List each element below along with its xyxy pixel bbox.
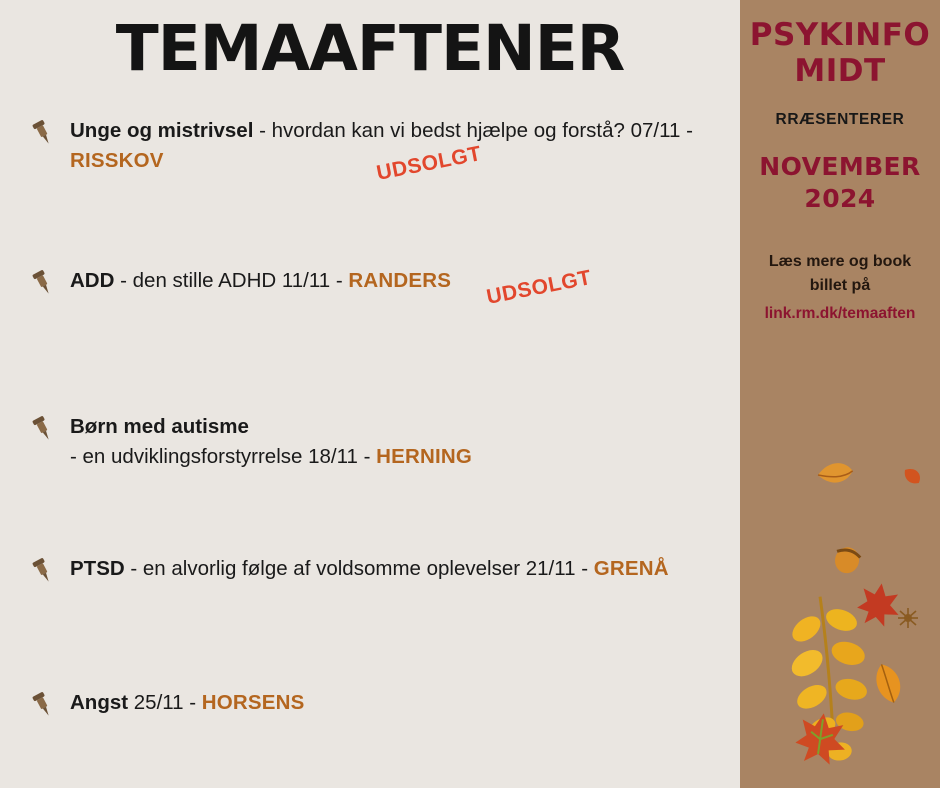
list-item <box>28 266 740 346</box>
autumn-leaves-decoration <box>740 440 940 788</box>
leaf-icon <box>901 466 923 486</box>
event-description: 25/11 - <box>128 691 202 715</box>
event-text <box>70 412 740 472</box>
list-item <box>28 688 740 768</box>
event-description: - den stille ADHD 11/11 - <box>114 269 349 293</box>
year-label: 2024 <box>804 183 876 213</box>
event-text <box>70 688 740 718</box>
leaf-icon <box>855 580 904 629</box>
event-text <box>70 266 740 296</box>
event-title: Børn med autisme <box>70 415 249 439</box>
event-title: Angst <box>70 691 129 715</box>
event-place: RISSKOV <box>70 149 164 173</box>
brand-logo <box>740 18 940 89</box>
event-place: RANDERS <box>348 269 452 293</box>
event-title: Unge og mistrivsel <box>70 119 254 143</box>
brand-line-2: MIDT <box>794 52 886 89</box>
event-place: GRENÅ <box>593 557 669 581</box>
page-title: TEMAAFTENER <box>115 12 625 85</box>
month-year <box>740 151 940 214</box>
booking-text: Læs mere og book billet på <box>768 252 912 294</box>
event-description: - en alvorlig følge af voldsomme oplevelser 21/11 - <box>124 557 594 581</box>
leaf-icon <box>898 608 918 628</box>
presents-label: RRÆSENTERER <box>775 111 905 129</box>
poster-sidebar <box>740 0 940 788</box>
pushpin-icon <box>28 414 58 444</box>
list-item <box>28 412 740 492</box>
month-label: NOVEMBER <box>759 152 921 182</box>
event-title: PTSD <box>70 557 125 581</box>
leaf-icon <box>778 591 882 766</box>
list-item <box>28 116 740 196</box>
event-description: - hvordan kan vi bedst hjælpe og forstå? 07/11 - <box>253 119 693 143</box>
events-list <box>0 116 740 768</box>
event-place: HERNING <box>376 445 473 469</box>
leaf-icon <box>872 661 904 705</box>
pushpin-icon <box>28 268 58 298</box>
pushpin-icon <box>28 690 58 720</box>
booking-info <box>740 250 940 325</box>
booking-link[interactable]: link.rm.dk/temaaften <box>764 304 916 322</box>
event-text <box>70 554 740 584</box>
list-item <box>28 554 740 634</box>
status-badge: UDSOLGT <box>484 266 594 310</box>
event-title: ADD <box>70 269 115 293</box>
leaf-icon <box>832 545 862 576</box>
event-description: - en udviklingsforstyrrelse 18/11 - <box>70 445 377 469</box>
brand-line-1: PSYKINFO <box>749 17 931 53</box>
leaf-icon <box>816 458 855 488</box>
status-badge: UDSOLGT <box>374 142 484 186</box>
pushpin-icon <box>28 556 58 586</box>
pushpin-icon <box>28 118 58 148</box>
event-place: HORSENS <box>201 691 305 715</box>
leaf-icon <box>793 710 849 766</box>
